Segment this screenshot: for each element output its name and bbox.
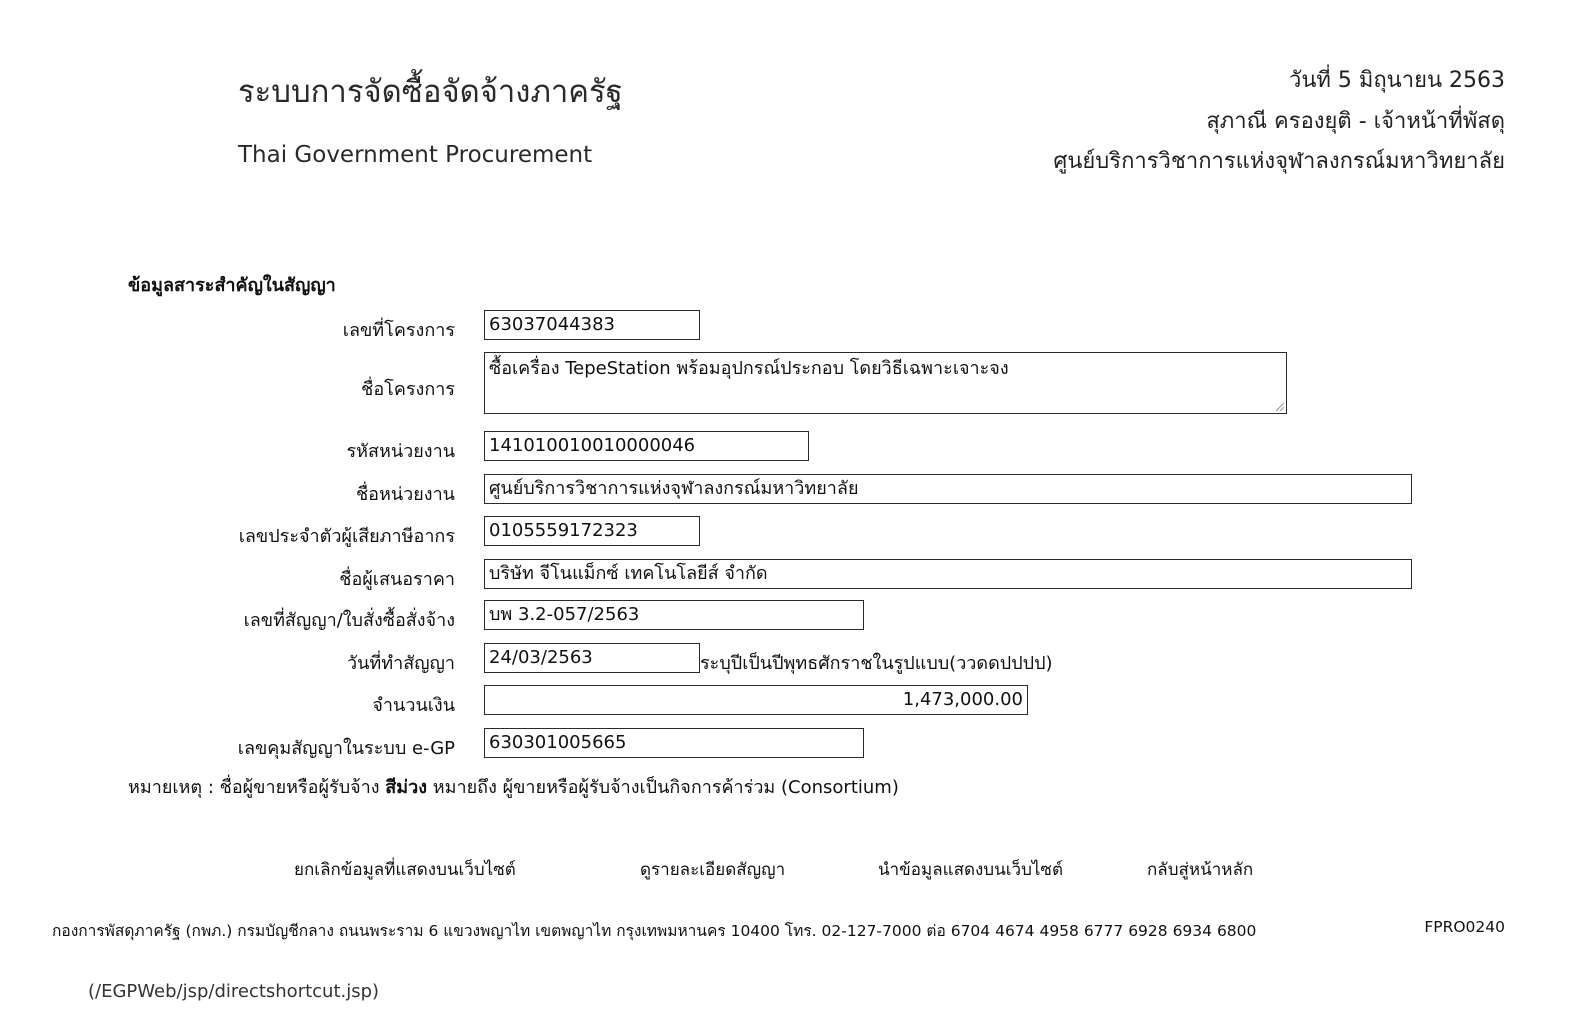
amount-label: จำนวนเงิน <box>372 695 455 716</box>
agency-name-label: ชื่อหน่วยงาน <box>355 484 455 505</box>
system-title-thai: ระบบการจัดซื้อจัดจ้างภาครัฐ <box>238 74 623 110</box>
project-name-label: ชื่อโครงการ <box>361 379 455 400</box>
header-organization: ศูนย์บริการวิชาการแห่งจุฬาลงกรณ์มหาวิทยาลัย <box>1053 149 1505 174</box>
contract-date-label: วันที่ทำสัญญา <box>346 653 455 674</box>
resize-grip-icon[interactable] <box>1276 403 1284 411</box>
project-no-field[interactable]: 63037044383 <box>484 310 700 340</box>
note-prefix: หมายเหตุ : ชื่อผู้ขายหรือผู้รับจ้าง <box>128 777 380 798</box>
footer-address: กองการพัสดุภาครัฐ (กพภ.) กรมบัญชีกลาง ถนนพระราม 6 แขวงพญาไท เขตพญาไท กรุงเทพมหานคร 10400 โทร. 02-127-7000 ต่อ 6704 4674 4958 6777 6928 6934 6800 <box>52 922 1257 940</box>
note-highlight: สีม่วง <box>385 777 428 798</box>
amount-field[interactable]: 1,473,000.00 <box>484 685 1028 715</box>
system-title-english: Thai Government Procurement <box>238 142 593 168</box>
header-date: วันที่ 5 มิถุนายน 2563 <box>1288 68 1505 93</box>
consortium-note <box>128 772 899 801</box>
project-name-textarea[interactable] <box>484 352 1287 414</box>
cancel-display-button[interactable]: ยกเลิกข้อมูลที่แสดงบนเว็บไซต์ <box>294 860 516 880</box>
contract-no-field[interactable]: บพ 3.2-057/2563 <box>484 600 864 630</box>
contract-no-label: เลขที่สัญญา/ใบสั่งซื้อสั่งจ้าง <box>243 610 455 631</box>
tax-id-field[interactable]: 0105559172323 <box>484 516 700 546</box>
note-suffix: หมายถึง ผู้ขายหรือผู้รับจ้างเป็นกิจการค้าร่วม (Consortium) <box>432 777 899 798</box>
header-officer: สุภาณี ครองยุติ - เจ้าหน้าที่พัสดุ <box>1206 109 1505 134</box>
section-title: ข้อมูลสาระสำคัญในสัญญา <box>128 275 336 296</box>
form-code: FPRO0240 <box>1424 918 1505 936</box>
egp-contract-no-field[interactable]: 630301005665 <box>484 728 864 758</box>
contract-date-field[interactable]: 24/03/2563 <box>484 643 700 673</box>
bidder-name-field[interactable]: บริษัท จีโนแม็กซ์ เทคโนโลยีส์ จำกัด <box>484 559 1412 589</box>
egp-contract-no-label: เลขคุมสัญญาในระบบ e-GP <box>237 738 455 759</box>
page-url-text: (/EGPWeb/jsp/directshortcut.jsp) <box>88 981 380 1002</box>
project-name-text: ซื้อเครื่อง TepeStation พร้อมอุปกรณ์ประกอบ โดยวิธีเฉพาะเจาะจง <box>489 358 1009 379</box>
agency-name-field[interactable]: ศูนย์บริการวิชาการแห่งจุฬาลงกรณ์มหาวิทยาลัย <box>484 474 1412 504</box>
agency-code-field[interactable]: 141010010010000046 <box>484 431 809 461</box>
publish-to-website-button[interactable]: นำข้อมูลแสดงบนเว็บไซต์ <box>878 860 1063 880</box>
bidder-name-label: ชื่อผู้เสนอราคา <box>339 569 455 590</box>
agency-code-label: รหัสหน่วยงาน <box>346 441 455 462</box>
tax-id-label: เลขประจำตัวผู้เสียภาษีอากร <box>238 526 455 547</box>
project-no-label: เลขที่โครงการ <box>342 320 455 341</box>
contract-date-hint: ระบุปีเป็นปีพุทธศักราชในรูปแบบ(ววดดปปปป) <box>700 653 1053 674</box>
back-home-button[interactable]: กลับสู่หน้าหลัก <box>1147 860 1254 880</box>
view-contract-details-button[interactable]: ดูรายละเอียดสัญญา <box>640 860 786 880</box>
